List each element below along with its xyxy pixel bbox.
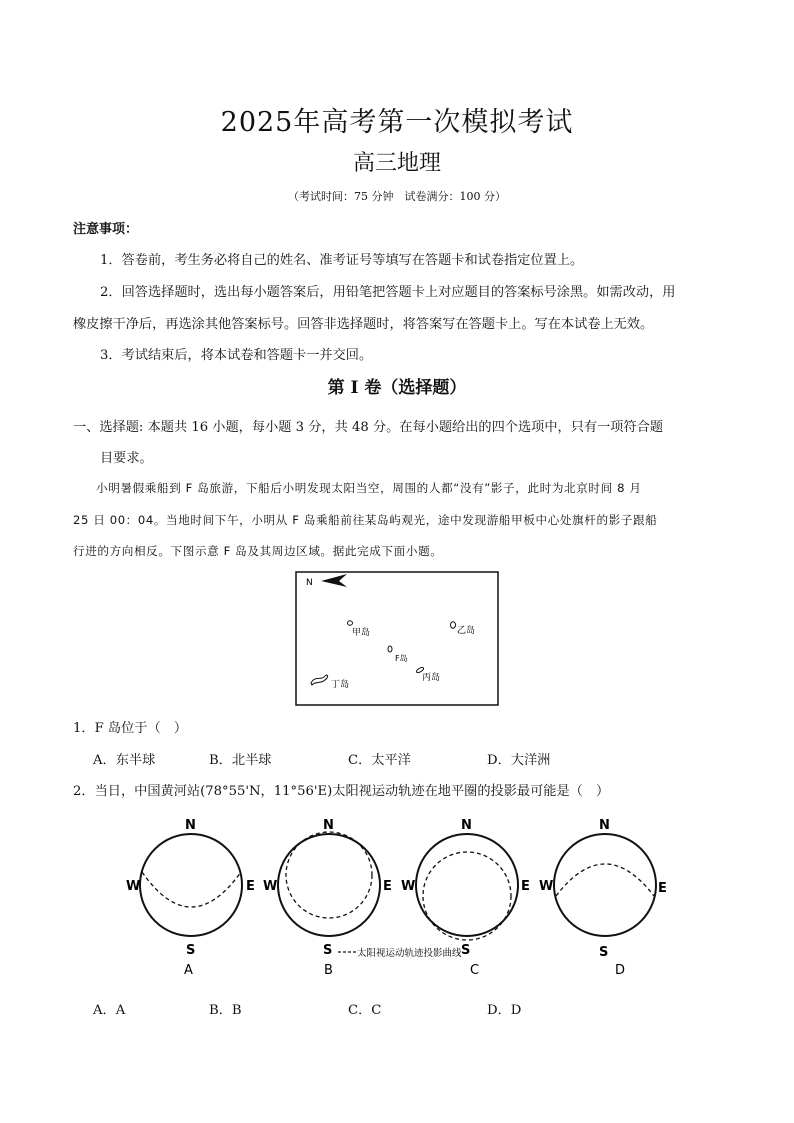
q2-option-c[interactable]: C．C <box>348 1003 382 1018</box>
island-map <box>295 571 499 706</box>
q1-stem: 1．F 岛位于（ ） <box>73 721 188 736</box>
svg-text:N: N <box>323 818 334 833</box>
svg-text:E: E <box>521 879 530 894</box>
sun-path-curve <box>556 864 654 896</box>
exam-subject: 高三地理 <box>352 151 441 176</box>
q1-option-d[interactable]: D．大洋洲 <box>487 753 551 768</box>
map-frame <box>296 572 498 705</box>
svg-text:乙岛: 乙岛 <box>457 626 476 636</box>
passage-line-2: 25 日 00：04。当地时间下午，小明从 F 岛乘船前往某岛屿观光，途中发现游船甲板中心处旗杆的影子跟船 <box>73 513 658 527</box>
note-item-2: 2．回答选择题时，选出每小题答案后，用铅笔把答题卡上对应题目的答案标号涂黑。如需改动，用 <box>100 285 676 300</box>
diagram-d <box>539 818 667 978</box>
svg-text:W: W <box>126 879 141 894</box>
sun-path-curve <box>142 872 241 907</box>
svg-text:F岛: F岛 <box>395 654 408 663</box>
sun-path-figure <box>120 810 680 982</box>
section-title: 第 I 卷（选择题） <box>327 378 467 398</box>
figure-label-b: B <box>324 963 333 978</box>
svg-text:N: N <box>599 818 610 833</box>
notes-heading: 注意事项： <box>73 222 139 237</box>
svg-text:E: E <box>246 879 255 894</box>
exam-title: 2025年高考第一次模拟考试 <box>220 107 574 138</box>
svg-text:W: W <box>263 879 278 894</box>
figure-label-d: D <box>615 963 626 978</box>
diagram-a <box>126 818 255 978</box>
q2-option-b[interactable]: B．B <box>209 1003 242 1018</box>
note-item-3: 3．考试结束后，将本试卷和答题卡一并交回。 <box>100 348 373 363</box>
exam-time: （考试时间：75 分钟 试卷满分：100 分） <box>288 190 506 203</box>
q1-option-c[interactable]: C．太平洋 <box>348 753 411 768</box>
svg-text:S: S <box>323 943 333 958</box>
section-intro-cont: 目要求。 <box>100 451 153 466</box>
svg-text:E: E <box>383 879 392 894</box>
q1-option-b[interactable]: B．北半球 <box>209 753 272 768</box>
svg-text:W: W <box>401 879 416 894</box>
svg-text:甲岛: 甲岛 <box>352 628 371 638</box>
svg-text:丙岛: 丙岛 <box>422 673 441 683</box>
svg-text:N: N <box>185 818 196 833</box>
figure-label-c: C <box>470 963 480 978</box>
note-item-1: 1．答卷前，考生务必将自己的姓名、准考证号等填写在答题卡和试卷指定位置上。 <box>100 253 584 268</box>
passage-line-3: 行进的方向相反。下图示意 F 岛及其周边区域。据此完成下面小题。 <box>73 544 443 558</box>
svg-text:E: E <box>658 881 667 896</box>
svg-text:S: S <box>599 945 609 960</box>
note-item-2-cont: 橡皮擦干净后，再选涂其他答案标号。回答非选择题时，将答案写在答题卡上。写在本试卷上无效。 <box>73 317 654 332</box>
q2-option-a[interactable]: A．A <box>93 1003 126 1018</box>
svg-text:N: N <box>461 818 472 833</box>
svg-text:W: W <box>539 879 554 894</box>
q1-option-a[interactable]: A．东半球 <box>93 753 156 768</box>
q2-option-d[interactable]: D．D <box>487 1003 522 1018</box>
north-label: N <box>306 578 313 588</box>
svg-text:太阳视运动轨迹投影曲线: 太阳视运动轨迹投影曲线 <box>357 948 462 959</box>
figure-legend <box>338 947 462 959</box>
svg-text:S: S <box>461 943 471 958</box>
svg-text:S: S <box>186 943 196 958</box>
q2-stem: 2．当日，中国黄河站(78°55'N，11°56'E)太阳视运动轨迹在地平圈的投影最可能是（ ） <box>73 784 610 799</box>
svg-text:丁岛: 丁岛 <box>331 680 350 690</box>
passage-line-1: 小明暑假乘船到 F 岛旅游，下船后小明发现太阳当空，周围的人都“没有”影子，此时为北京时间 8 月 <box>96 481 642 495</box>
section-intro: 一、选择题: 本题共 16 小题，每小题 3 分，共 48 分。在每小题给出的四个选项中，只有一项符合题 <box>73 420 664 435</box>
figure-label-a: A <box>184 963 193 978</box>
